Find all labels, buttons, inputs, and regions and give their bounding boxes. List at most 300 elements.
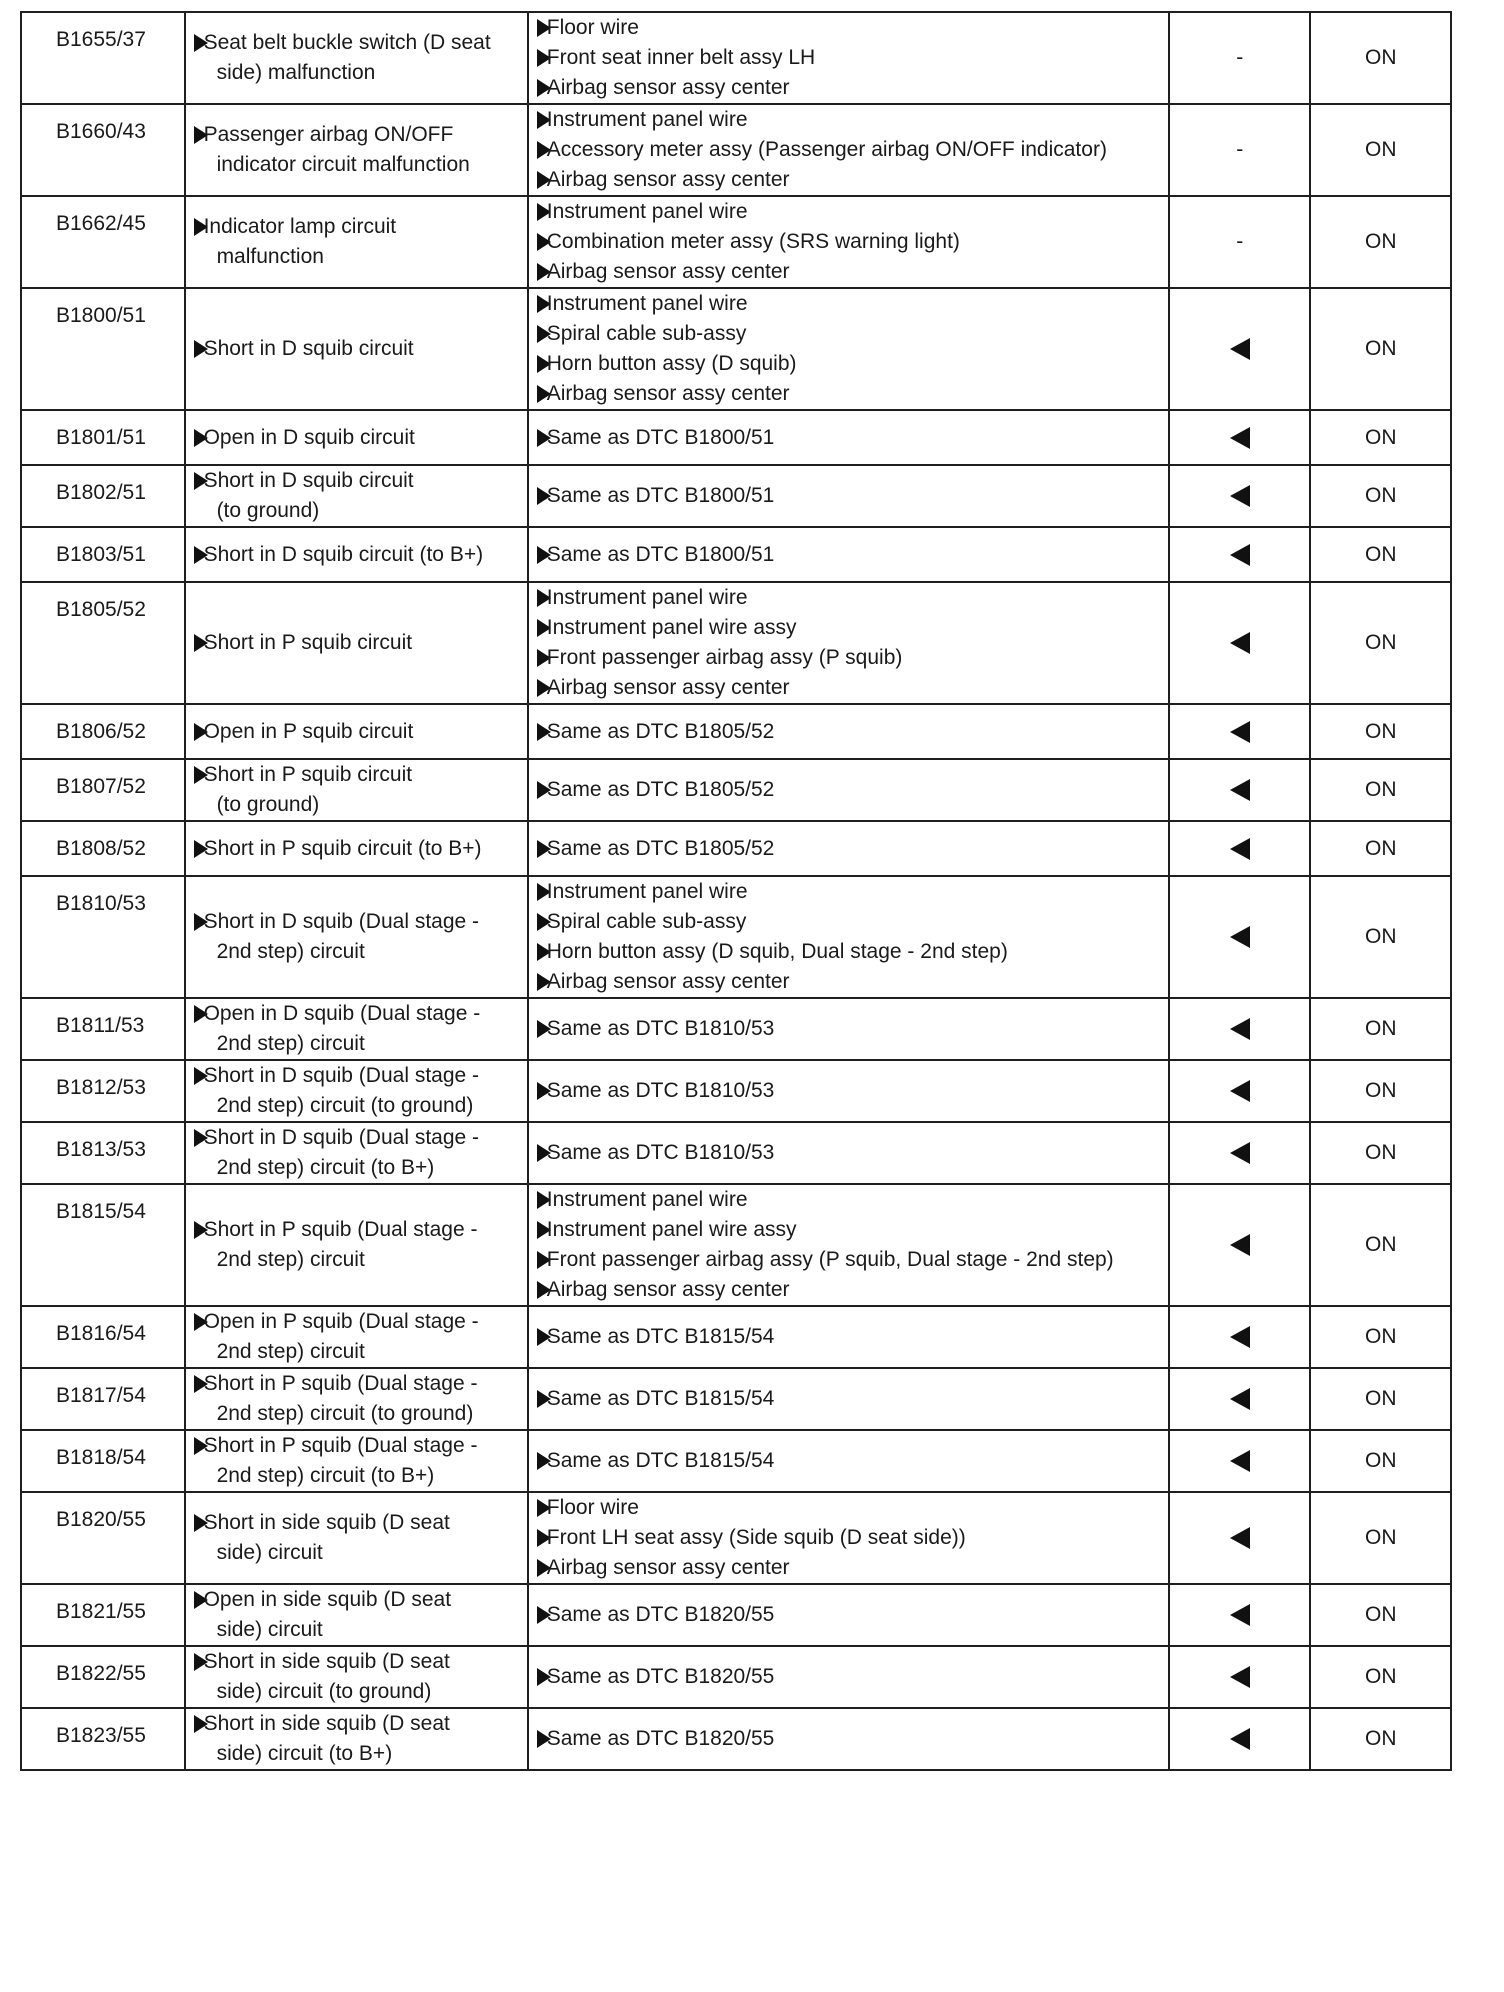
warning-light-status: ON	[1364, 1449, 1397, 1472]
detection-text-line: Short in D squib circuit	[203, 337, 414, 360]
memory-mark-cell	[1169, 465, 1310, 527]
trouble-area-text: Spiral cable sub-assy	[546, 322, 747, 345]
trouble-area-text: Same as DTC B1800/51	[546, 484, 775, 507]
warning-light-cell	[1310, 582, 1451, 704]
trouble-area-cell	[528, 1492, 1169, 1584]
detection-text	[204, 628, 413, 658]
warning-light-status: ON	[1364, 1526, 1397, 1549]
table-row	[21, 410, 1451, 465]
left-triangle-icon	[1230, 779, 1250, 801]
detection-item	[194, 1061, 527, 1121]
dtc-code: B1660/43	[56, 120, 146, 143]
trouble-area-text: Same as DTC B1800/51	[546, 425, 775, 449]
memory-mark-cell	[1169, 104, 1310, 196]
detection-text-line: Short in D squib (Dual stage -	[203, 910, 480, 933]
trouble-area-text: Same as DTC B1805/52	[546, 778, 775, 801]
trouble-area-text: Same as DTC B1805/52	[546, 836, 775, 860]
trouble-area-text: Airbag sensor assy center	[546, 676, 790, 699]
detection-text-line: indicator circuit malfunction	[216, 153, 470, 176]
detection-text-line: (to ground)	[216, 793, 320, 816]
dtc-code: B1800/51	[56, 304, 146, 327]
detection-item	[194, 423, 527, 453]
trouble-area-item	[537, 289, 1168, 319]
warning-light-cell	[1310, 1708, 1451, 1770]
left-triangle-icon	[1230, 427, 1250, 449]
trouble-area-text: Instrument panel wire assy	[546, 616, 797, 639]
warning-light-cell	[1310, 410, 1451, 465]
trouble-area-text: Same as DTC B1800/51	[546, 542, 775, 566]
trouble-area-cell	[528, 876, 1169, 998]
detection-item-cell	[185, 1184, 528, 1306]
warning-light-cell	[1310, 196, 1451, 288]
detection-text	[204, 423, 415, 453]
trouble-area-item	[537, 643, 1168, 673]
detection-item-cell	[185, 288, 528, 410]
trouble-area-cell	[528, 527, 1169, 582]
dtc-code-cell	[21, 1122, 185, 1184]
trouble-area-cell	[528, 759, 1169, 821]
trouble-area-text: Instrument panel wire	[546, 880, 748, 903]
trouble-area-text: Same as DTC B1810/53	[546, 1017, 775, 1040]
trouble-area-item	[537, 775, 1168, 805]
trouble-area-item	[537, 1014, 1168, 1044]
detection-item	[194, 212, 527, 272]
trouble-area-item	[537, 937, 1168, 967]
detection-text	[204, 1307, 479, 1367]
trouble-area-text: Same as DTC B1815/54	[546, 1387, 775, 1410]
dtc-code-cell	[21, 821, 185, 876]
left-triangle-icon	[1230, 1234, 1250, 1256]
detection-item-cell	[185, 1060, 528, 1122]
warning-light-cell	[1310, 821, 1451, 876]
detection-text-line: Short in side squib (D seat	[203, 1650, 450, 1673]
dtc-code: B1806/52	[56, 720, 146, 743]
table-row	[21, 1060, 1451, 1122]
trouble-area-text: Front passenger airbag assy (P squib, Dual stage - 2nd step)	[546, 1248, 1114, 1271]
warning-light-status: ON	[1364, 1017, 1397, 1040]
left-triangle-icon	[1230, 1018, 1250, 1040]
detection-text	[204, 1508, 450, 1568]
detection-text	[204, 1369, 478, 1429]
detection-text-line: 2nd step) circuit (to B+)	[216, 1156, 435, 1179]
detection-item	[194, 1647, 527, 1707]
trouble-area-cell	[528, 821, 1169, 876]
detection-item-cell	[185, 1708, 528, 1770]
trouble-area-cell	[528, 465, 1169, 527]
warning-light-status: ON	[1364, 1141, 1397, 1164]
dtc-code-cell	[21, 704, 185, 759]
trouble-area-text: Same as DTC B1805/52	[546, 719, 775, 743]
detection-text-line: side) circuit (to B+)	[216, 1742, 393, 1765]
warning-light-cell	[1310, 1492, 1451, 1584]
trouble-area-item	[537, 197, 1168, 227]
trouble-area-item	[537, 135, 1168, 165]
memory-mark-cell	[1169, 1368, 1310, 1430]
trouble-area-item	[537, 967, 1168, 997]
table-row	[21, 704, 1451, 759]
detection-item-cell	[185, 1430, 528, 1492]
trouble-area-item	[537, 1322, 1168, 1352]
detection-item	[194, 1431, 527, 1491]
trouble-area-item	[537, 1138, 1168, 1168]
memory-mark-cell	[1169, 876, 1310, 998]
dtc-code-cell	[21, 1306, 185, 1368]
trouble-area-text: Spiral cable sub-assy	[546, 910, 747, 933]
trouble-area-item	[537, 73, 1168, 103]
dtc-code: B1818/54	[56, 1446, 146, 1469]
warning-light-status: ON	[1364, 1603, 1397, 1626]
detection-text	[204, 1709, 450, 1769]
warning-light-cell	[1310, 465, 1451, 527]
detection-text-line: Passenger airbag ON/OFF	[203, 123, 454, 146]
dtc-code: B1820/55	[56, 1508, 146, 1531]
warning-light-status: ON	[1364, 542, 1397, 566]
detection-text-line: Short in side squib (D seat	[203, 1511, 450, 1534]
detection-text-line: Short in D squib (Dual stage -	[203, 1064, 480, 1087]
dtc-code-cell	[21, 876, 185, 998]
memory-mark-cell	[1169, 759, 1310, 821]
memory-mark-cell	[1169, 1430, 1310, 1492]
detection-item	[194, 1585, 527, 1645]
dtc-code-cell	[21, 12, 185, 104]
left-triangle-icon	[1230, 1388, 1250, 1410]
warning-light-cell	[1310, 998, 1451, 1060]
warning-light-status: ON	[1364, 1325, 1397, 1348]
left-triangle-icon	[1230, 1450, 1250, 1472]
dtc-code: B1805/52	[56, 598, 146, 621]
dtc-code-cell	[21, 1060, 185, 1122]
dtc-code-cell	[21, 288, 185, 410]
detection-item	[194, 1369, 527, 1429]
warning-light-cell	[1310, 876, 1451, 998]
trouble-area-text: Floor wire	[546, 1496, 639, 1519]
left-triangle-icon	[1230, 926, 1250, 948]
trouble-area-item	[537, 717, 1168, 747]
detection-text-line: Short in D squib circuit (to B+)	[203, 542, 484, 566]
memory-mark-cell	[1169, 196, 1310, 288]
trouble-area-item	[537, 673, 1168, 703]
warning-light-cell	[1310, 288, 1451, 410]
warning-light-cell	[1310, 704, 1451, 759]
detection-item-cell	[185, 1368, 528, 1430]
trouble-area-cell	[528, 1646, 1169, 1708]
left-triangle-icon	[1230, 1142, 1250, 1164]
detection-text	[204, 466, 414, 526]
trouble-area-item	[537, 1553, 1168, 1583]
dtc-code-cell	[21, 1492, 185, 1584]
dtc-code: B1808/52	[56, 837, 146, 860]
warning-light-cell	[1310, 1646, 1451, 1708]
trouble-area-text: Airbag sensor assy center	[546, 1556, 790, 1579]
dtc-code: B1810/53	[56, 892, 146, 915]
memory-mark-cell	[1169, 1122, 1310, 1184]
detection-text	[204, 334, 414, 364]
detection-text-line: 2nd step) circuit (to ground)	[216, 1402, 474, 1425]
table-row	[21, 288, 1451, 410]
trouble-area-text: Instrument panel wire	[546, 586, 748, 609]
detection-item	[194, 28, 527, 88]
detection-item-cell	[185, 527, 528, 582]
warning-light-cell	[1310, 1060, 1451, 1122]
detection-item-cell	[185, 704, 528, 759]
detection-text-line: Open in P squib circuit	[203, 719, 414, 743]
trouble-area-cell	[528, 288, 1169, 410]
dtc-code: B1662/45	[56, 212, 146, 235]
dtc-code-cell	[21, 1646, 185, 1708]
detection-text-line: 2nd step) circuit	[216, 940, 365, 963]
dtc-code: B1801/51	[56, 426, 146, 449]
trouble-area-item	[537, 481, 1168, 511]
memory-mark-cell	[1169, 288, 1310, 410]
detection-text-line: (to ground)	[216, 499, 320, 522]
memory-mark-cell	[1169, 410, 1310, 465]
trouble-area-text: Instrument panel wire	[546, 292, 748, 315]
dtc-code: B1802/51	[56, 481, 146, 504]
dtc-code-cell	[21, 196, 185, 288]
dtc-code-cell	[21, 1584, 185, 1646]
warning-light-cell	[1310, 759, 1451, 821]
detection-text-line: Short in D squib circuit	[203, 469, 414, 492]
detection-item	[194, 1215, 527, 1275]
warning-light-cell	[1310, 1430, 1451, 1492]
trouble-area-cell	[528, 104, 1169, 196]
detection-text-line: 2nd step) circuit	[216, 1340, 365, 1363]
memory-mark-cell	[1169, 527, 1310, 582]
detection-text-line: Indicator lamp circuit	[203, 215, 397, 238]
detection-item	[194, 907, 527, 967]
table-row	[21, 876, 1451, 998]
dtc-code-cell	[21, 410, 185, 465]
detection-item-cell	[185, 104, 528, 196]
detection-item	[194, 466, 527, 526]
detection-text-line: Open in D squib (Dual stage -	[203, 1002, 481, 1025]
trouble-area-cell	[528, 410, 1169, 465]
memory-mark-text: -	[1236, 230, 1244, 253]
warning-light-status: ON	[1364, 337, 1397, 360]
detection-text	[204, 760, 413, 820]
detection-text-line: Short in P squib circuit (to B+)	[203, 836, 482, 860]
memory-mark-cell	[1169, 821, 1310, 876]
detection-text	[204, 1215, 478, 1275]
trouble-area-text: Front seat inner belt assy LH	[546, 46, 816, 69]
table-row	[21, 527, 1451, 582]
left-triangle-icon	[1230, 632, 1250, 654]
trouble-area-item	[537, 1493, 1168, 1523]
trouble-area-cell	[528, 196, 1169, 288]
warning-light-cell	[1310, 527, 1451, 582]
left-triangle-icon	[1230, 485, 1250, 507]
detection-text	[204, 834, 482, 864]
trouble-area-cell	[528, 582, 1169, 704]
trouble-area-text: Same as DTC B1810/53	[546, 1079, 775, 1102]
detection-item-cell	[185, 196, 528, 288]
trouble-area-item	[537, 1724, 1168, 1754]
warning-light-status: ON	[1364, 631, 1397, 654]
detection-text-line: Short in P squib (Dual stage -	[203, 1218, 478, 1241]
detection-item	[194, 1508, 527, 1568]
table-row	[21, 1646, 1451, 1708]
trouble-area-item	[537, 227, 1168, 257]
trouble-area-item	[537, 613, 1168, 643]
detection-item-cell	[185, 465, 528, 527]
detection-text-line: Short in P squib (Dual stage -	[203, 1372, 478, 1395]
dtc-code: B1821/55	[56, 1600, 146, 1623]
trouble-area-item	[537, 105, 1168, 135]
trouble-area-text: Instrument panel wire	[546, 1188, 748, 1211]
table-row	[21, 12, 1451, 104]
left-triangle-icon	[1230, 1728, 1250, 1750]
dtc-code-cell	[21, 527, 185, 582]
trouble-area-item	[537, 349, 1168, 379]
trouble-area-text: Airbag sensor assy center	[546, 970, 790, 993]
memory-mark-cell	[1169, 1306, 1310, 1368]
dtc-code-cell	[21, 1368, 185, 1430]
table-row	[21, 759, 1451, 821]
trouble-area-cell	[528, 1060, 1169, 1122]
detection-item-cell	[185, 12, 528, 104]
table-row	[21, 1184, 1451, 1306]
trouble-area-item	[537, 423, 1168, 453]
warning-light-status: ON	[1364, 230, 1397, 253]
trouble-area-text: Same as DTC B1820/55	[546, 1727, 775, 1750]
detection-text-line: Short in D squib (Dual stage -	[203, 1126, 480, 1149]
trouble-area-cell	[528, 1368, 1169, 1430]
dtc-code: B1822/55	[56, 1662, 146, 1685]
table-row	[21, 1306, 1451, 1368]
trouble-area-item	[537, 1600, 1168, 1630]
trouble-area-item	[537, 1662, 1168, 1692]
trouble-area-item	[537, 834, 1168, 864]
left-triangle-icon	[1230, 1326, 1250, 1348]
detection-text	[204, 717, 414, 747]
warning-light-status: ON	[1364, 46, 1397, 69]
table-row	[21, 1430, 1451, 1492]
dtc-code: B1823/55	[56, 1724, 146, 1747]
trouble-area-item	[537, 583, 1168, 613]
trouble-area-cell	[528, 1430, 1169, 1492]
dtc-code: B1815/54	[56, 1200, 146, 1223]
trouble-area-text: Airbag sensor assy center	[546, 382, 790, 405]
trouble-area-item	[537, 319, 1168, 349]
trouble-area-item	[537, 1245, 1168, 1275]
warning-light-cell	[1310, 1368, 1451, 1430]
memory-mark-cell	[1169, 1184, 1310, 1306]
detection-item-cell	[185, 582, 528, 704]
warning-light-cell	[1310, 104, 1451, 196]
detection-item	[194, 628, 527, 658]
detection-text	[204, 28, 491, 88]
dtc-code: B1811/53	[56, 1014, 145, 1037]
memory-mark-cell	[1169, 1646, 1310, 1708]
table-row	[21, 821, 1451, 876]
detection-item	[194, 1307, 527, 1367]
trouble-area-item	[537, 907, 1168, 937]
detection-text-line: Short in P squib (Dual stage -	[203, 1434, 478, 1457]
dtc-code-cell	[21, 998, 185, 1060]
table-row	[21, 582, 1451, 704]
detection-item	[194, 120, 527, 180]
detection-item	[194, 999, 527, 1059]
warning-light-status: ON	[1364, 778, 1397, 801]
warning-light-status: ON	[1364, 1079, 1397, 1102]
trouble-area-item	[537, 165, 1168, 195]
table-row	[21, 1584, 1451, 1646]
trouble-area-item	[537, 257, 1168, 287]
detection-text-line: Open in D squib circuit	[203, 425, 415, 449]
trouble-area-text: Airbag sensor assy center	[546, 168, 790, 191]
trouble-area-item	[537, 1446, 1168, 1476]
trouble-area-item	[537, 540, 1168, 570]
left-triangle-icon	[1230, 721, 1250, 743]
memory-mark-cell	[1169, 1060, 1310, 1122]
detection-item-cell	[185, 998, 528, 1060]
detection-text-line: 2nd step) circuit (to B+)	[216, 1464, 435, 1487]
memory-mark-cell	[1169, 704, 1310, 759]
detection-text-line: Short in side squib (D seat	[203, 1712, 450, 1735]
detection-text	[204, 1585, 451, 1645]
trouble-area-item	[537, 1275, 1168, 1305]
detection-item	[194, 760, 527, 820]
trouble-area-text: Instrument panel wire	[546, 108, 748, 131]
warning-light-cell	[1310, 12, 1451, 104]
dtc-code: B1813/53	[56, 1138, 146, 1161]
trouble-area-item	[537, 1076, 1168, 1106]
memory-mark-cell	[1169, 1708, 1310, 1770]
left-triangle-icon	[1230, 1604, 1250, 1626]
dtc-table	[20, 11, 1452, 1771]
table-row	[21, 465, 1451, 527]
table-row	[21, 104, 1451, 196]
dtc-code-cell	[21, 465, 185, 527]
trouble-area-text: Horn button assy (D squib)	[546, 352, 797, 375]
detection-text-line: side) circuit (to ground)	[216, 1680, 432, 1703]
detection-item	[194, 1123, 527, 1183]
trouble-area-text: Airbag sensor assy center	[546, 1278, 790, 1301]
trouble-area-cell	[528, 12, 1169, 104]
detection-item-cell	[185, 1306, 528, 1368]
trouble-area-text: Front passenger airbag assy (P squib)	[546, 646, 903, 669]
dtc-code-cell	[21, 1184, 185, 1306]
detection-item-cell	[185, 1584, 528, 1646]
warning-light-status: ON	[1364, 1727, 1397, 1750]
trouble-area-text: Front LH seat assy (Side squib (D seat side))	[546, 1526, 966, 1549]
trouble-area-cell	[528, 1122, 1169, 1184]
table-row	[21, 1492, 1451, 1584]
left-triangle-icon	[1230, 544, 1250, 566]
trouble-area-item	[537, 1384, 1168, 1414]
memory-mark-text: -	[1236, 138, 1244, 161]
detection-text	[204, 1123, 479, 1183]
trouble-area-text: Instrument panel wire assy	[546, 1218, 797, 1241]
detection-text-line: side) malfunction	[216, 61, 376, 84]
dtc-code-cell	[21, 759, 185, 821]
detection-item-cell	[185, 1492, 528, 1584]
detection-item	[194, 334, 527, 364]
dtc-code-cell	[21, 1430, 185, 1492]
detection-text-line: 2nd step) circuit (to ground)	[216, 1094, 474, 1117]
trouble-area-text: Accessory meter assy (Passenger airbag ON/OFF indicator)	[546, 138, 1107, 161]
left-triangle-icon	[1230, 338, 1250, 360]
trouble-area-cell	[528, 1584, 1169, 1646]
warning-light-status: ON	[1364, 836, 1397, 860]
trouble-area-item	[537, 1523, 1168, 1553]
warning-light-cell	[1310, 1122, 1451, 1184]
dtc-code-cell	[21, 104, 185, 196]
warning-light-status: ON	[1364, 1665, 1397, 1688]
dtc-code: B1816/54	[56, 1322, 146, 1345]
detection-item	[194, 540, 527, 570]
detection-text-line: 2nd step) circuit	[216, 1032, 365, 1055]
